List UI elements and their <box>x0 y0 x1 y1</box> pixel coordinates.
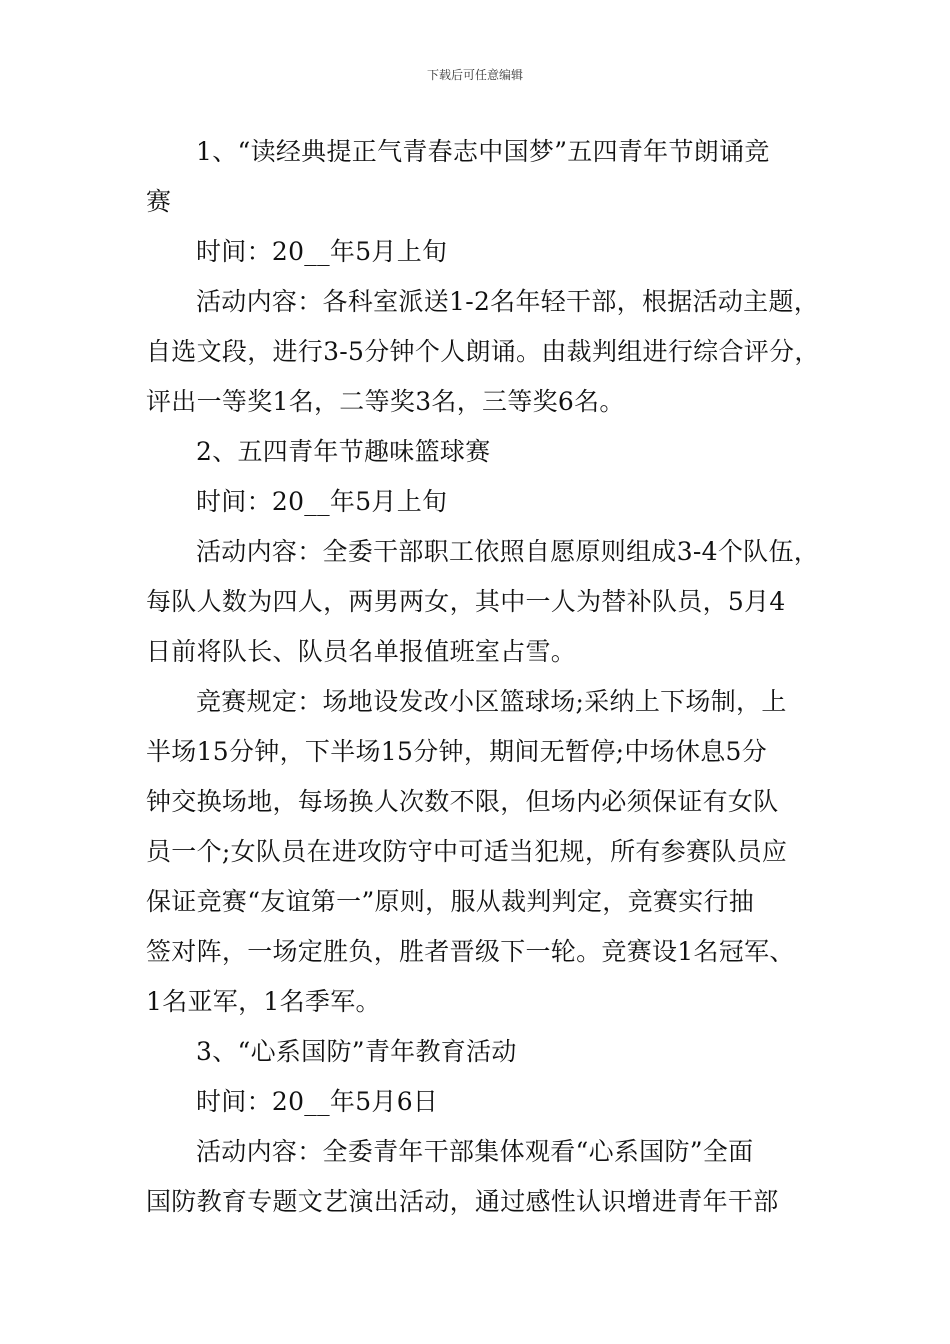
section-1-title: 1、“读经典提正气青春志中国梦”五四青年节朗诵竞 <box>196 137 770 166</box>
document-body <box>146 127 820 1227</box>
section-3-content-cont: 国防教育专题文艺演出活动，通过感性认识增进青年干部 <box>146 1187 779 1216</box>
section-1-content: 活动内容：各科室派送1-2名年轻干部，根据活动主题， <box>196 287 820 316</box>
section-2-content: 活动内容：全委干部职工依照自愿原则组成3-4个队伍， <box>196 537 820 566</box>
section-2-rules: 竞赛规定：场地设发改小区篮球场;采纳上下场制，上 <box>196 687 787 716</box>
header-note: 下载后可任意编辑 <box>426 68 523 82</box>
section-3-time: 时间：20__年5月6日 <box>196 1087 439 1116</box>
section-2-rules-cont: 半场15分钟，下半场15分钟，期间无暂停;中场休息5分 <box>146 737 768 766</box>
section-3-title: 3、“心系国防”青年教育活动 <box>196 1037 517 1066</box>
section-2-title: 2、五四青年节趣味篮球赛 <box>196 437 491 466</box>
section-2-content-cont: 每队人数为四人，两男两女，其中一人为替补队员，5月4 <box>146 587 786 616</box>
section-2-rules-cont: 1名亚军，1名季军。 <box>146 987 381 1016</box>
section-3-content: 活动内容：全委青年干部集体观看“心系国防”全面 <box>196 1137 754 1166</box>
section-1-time: 时间：20__年5月上旬 <box>196 237 448 266</box>
section-1-content-cont: 自选文段，进行3-5分钟个人朗诵。由裁判组进行综合评分， <box>146 337 820 366</box>
section-2-rules-cont: 保证竞赛“友谊第一”原则，服从裁判判定，竞赛实行抽 <box>146 887 755 916</box>
section-2-content-cont: 日前将队长、队员名单报值班室占雪。 <box>146 637 577 666</box>
section-2-rules-cont: 员一个;女队员在进攻防守中可适当犯规，所有参赛队员应 <box>146 837 788 866</box>
section-1-content-cont: 评出一等奖1名，二等奖3名，三等奖6名。 <box>146 387 625 416</box>
section-2-time: 时间：20__年5月上旬 <box>196 487 448 516</box>
section-2-rules-cont: 钟交换场地，每场换人次数不限，但场内必须保证有女队 <box>146 787 779 816</box>
section-1-title-cont: 赛 <box>146 187 172 216</box>
section-2-rules-cont: 签对阵，一场定胜负，胜者晋级下一轮。竞赛设1名冠军、 <box>146 937 795 966</box>
